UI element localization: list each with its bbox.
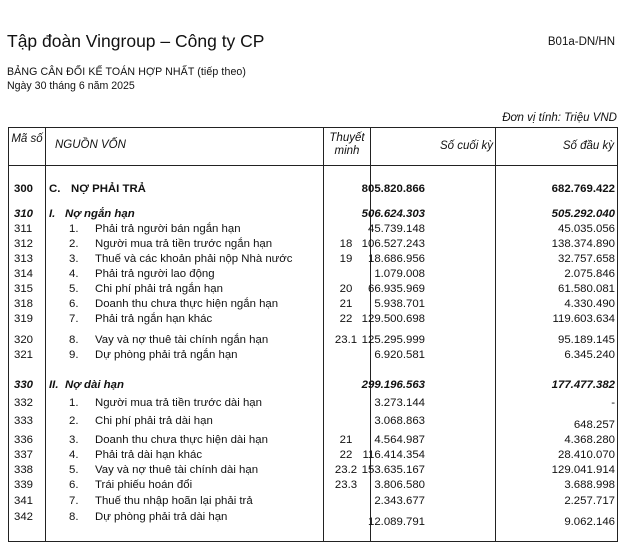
table-row (9, 348, 617, 362)
row-note: 23.3 (334, 479, 358, 491)
row-label: Trái phiếu hoán đổi (95, 479, 193, 491)
table-row (9, 312, 617, 326)
report-date: Ngày 30 tháng 6 năm 2025 (7, 80, 135, 92)
row-end-value: 5.938.701 (374, 298, 425, 310)
row-index: 2. (69, 415, 79, 427)
header-source: NGUỒN VỐN (55, 139, 126, 151)
row-end-value: 12.089.791 (367, 516, 425, 528)
row-note: 22 (339, 313, 353, 325)
row-index: 5. (69, 283, 79, 295)
table-row (9, 448, 617, 462)
row-label: Phải trả dài hạn khác (95, 449, 203, 461)
unit-label: Đơn vị tính: Triệu VND (502, 112, 617, 124)
header-end: Số cuối kỳ (439, 140, 493, 152)
table-header (9, 128, 617, 166)
row-end-value: 106.527.243 (361, 238, 425, 250)
company-name: Tập đoàn Vingroup – Công ty CP (7, 31, 265, 51)
row-begin-value: 648.257 (573, 419, 615, 431)
row-end-value: 1.079.008 (374, 268, 425, 280)
row-begin-value: 138.374.890 (551, 238, 615, 250)
table-row (9, 478, 617, 492)
row-end-value: 116.414.354 (362, 449, 425, 461)
row-label: Doanh thu chưa thực hiện ngắn hạn (95, 298, 279, 310)
row-end-value: 805.820.866 (361, 183, 425, 195)
row-code: 339 (14, 479, 34, 491)
row-code: 330 (14, 379, 34, 391)
row-begin-value: 95.189.145 (557, 334, 615, 346)
row-label: Thuế và các khoản phải nộp Nhà nước (95, 253, 293, 265)
row-code: 333 (14, 415, 34, 427)
row-label: Chi phí phải trả dài hạn (95, 415, 213, 427)
row-code: 341 (14, 495, 34, 507)
row-begin-value: 129.041.914 (551, 464, 615, 476)
row-index: II. (49, 379, 59, 391)
table-row (9, 237, 617, 251)
row-end-value: 153.635.167 (361, 464, 425, 476)
header-code: Mã số (11, 133, 43, 145)
row-label: Phải trả ngắn hạn khác (95, 313, 213, 325)
row-index: 7. (69, 495, 79, 507)
row-code: 300 (14, 183, 34, 195)
row-index: 9. (69, 349, 79, 361)
table-row (9, 396, 617, 410)
row-code: 311 (14, 223, 33, 235)
row-begin-value: 28.410.070 (557, 449, 615, 461)
row-code: 320 (14, 334, 34, 346)
row-end-value: 4.564.987 (374, 434, 425, 446)
row-index: 5. (69, 464, 79, 476)
row-end-value: 3.068.863 (374, 415, 425, 427)
row-index: 6. (69, 479, 79, 491)
row-begin-value: 2.075.846 (564, 268, 615, 280)
row-label: NỢ PHẢI TRẢ (71, 183, 146, 195)
row-begin-value: 6.345.240 (564, 349, 615, 361)
row-code: 318 (14, 298, 34, 310)
table-row (9, 297, 617, 311)
row-begin-value: 682.769.422 (551, 183, 615, 195)
row-begin-value: 4.368.280 (564, 434, 615, 446)
row-index: I. (49, 208, 56, 220)
row-end-value: 66.935.969 (367, 283, 425, 295)
row-note: 20 (339, 283, 353, 295)
row-note: 21 (339, 298, 353, 310)
table-row (9, 267, 617, 281)
table-row (9, 433, 617, 447)
row-label: Người mua trả tiền trước ngắn hạn (95, 238, 273, 250)
row-note: 21 (339, 434, 353, 446)
row-begin-value: 32.757.658 (557, 253, 615, 265)
row-code: 315 (14, 283, 34, 295)
row-index: 1. (69, 397, 79, 409)
row-end-value: 506.624.303 (361, 208, 425, 220)
row-code: 310 (14, 208, 34, 220)
row-end-value: 129.500.698 (361, 313, 425, 325)
row-begin-value: 3.688.998 (564, 479, 615, 491)
row-index: C. (49, 183, 61, 195)
row-label: Phải trả người bán ngắn hạn (95, 223, 241, 235)
row-begin-value: 61.580.081 (557, 283, 615, 295)
row-end-value: 3.273.144 (374, 397, 425, 409)
row-code: 319 (14, 313, 34, 325)
row-begin-value: 505.292.040 (551, 208, 615, 220)
row-note: 18 (339, 238, 353, 250)
report-title: BẢNG CÂN ĐỐI KẾ TOÁN HỢP NHẤT (tiếp theo) (7, 66, 247, 78)
row-label: Thuế thu nhập hoãn lại phải trả (95, 495, 253, 507)
row-index: 8. (69, 334, 79, 346)
row-index: 7. (69, 313, 79, 325)
row-end-value: 18.686.956 (367, 253, 425, 265)
row-code: 342 (14, 511, 34, 523)
row-code: 337 (14, 449, 34, 461)
row-code: 321 (14, 349, 34, 361)
row-code: 336 (14, 434, 34, 446)
row-index: 3. (69, 253, 79, 265)
row-end-value: 2.343.677 (374, 495, 425, 507)
table-row (9, 378, 617, 392)
row-note: 23.1 (334, 334, 358, 346)
row-label: Doanh thu chưa thực hiện dài hạn (95, 434, 268, 446)
row-note: 22 (339, 449, 353, 461)
row-begin-value: 4.330.490 (564, 298, 615, 310)
row-code: 314 (14, 268, 34, 280)
row-index: 6. (69, 298, 79, 310)
row-end-value: 6.920.581 (374, 349, 425, 361)
row-label: Vay và nợ thuê tài chính ngắn hạn (95, 334, 269, 346)
row-label: Nợ ngắn hạn (65, 208, 135, 220)
row-begin-value: - (611, 397, 615, 409)
row-code: 313 (14, 253, 34, 265)
row-end-value: 45.739.148 (367, 223, 425, 235)
table-row (9, 282, 617, 296)
table-row (9, 207, 617, 221)
row-index: 2. (69, 238, 79, 250)
row-label: Dự phòng phải trả dài hạn (95, 511, 228, 523)
row-index: 4. (69, 449, 79, 461)
row-end-value: 3.806.580 (374, 479, 425, 491)
row-note: 19 (339, 253, 353, 265)
header-note: Thuyết minh (329, 132, 365, 157)
row-begin-value: 2.257.717 (564, 495, 615, 507)
row-index: 3. (69, 434, 79, 446)
table-row (9, 333, 617, 347)
row-label: Dự phòng phải trả ngắn hạn (95, 349, 238, 361)
row-begin-value: 119.603.634 (552, 313, 615, 325)
row-code: 338 (14, 464, 34, 476)
table-row (9, 222, 617, 236)
header-begin: Số đầu kỳ (562, 140, 614, 152)
row-begin-value: 45.035.056 (557, 223, 615, 235)
table-row (9, 252, 617, 266)
table-row (9, 182, 617, 196)
row-end-value: 125.295.999 (361, 334, 425, 346)
row-index: 1. (69, 223, 79, 235)
row-note: 23.2 (334, 464, 358, 476)
row-index: 8. (69, 511, 79, 523)
form-code: B01a-DN/HN (547, 36, 615, 48)
balance-sheet-table (8, 127, 618, 542)
table-row (9, 494, 617, 508)
row-code: 312 (14, 238, 34, 250)
row-begin-value: 9.062.146 (564, 516, 615, 528)
row-label: Phải trả người lao động (95, 268, 215, 280)
row-index: 4. (69, 268, 79, 280)
row-label: Người mua trả tiền trước dài hạn (95, 397, 262, 409)
row-label: Chi phí phải trả ngắn hạn (95, 283, 223, 295)
row-label: Vay và nợ thuê tài chính dài hạn (95, 464, 259, 476)
table-row (9, 510, 617, 528)
row-label: Nợ dài hạn (65, 379, 124, 391)
table-row (9, 463, 617, 477)
row-end-value: 299.196.563 (361, 379, 425, 391)
row-begin-value: 177.477.382 (551, 379, 615, 391)
table-row (9, 414, 617, 431)
row-code: 332 (14, 397, 34, 409)
